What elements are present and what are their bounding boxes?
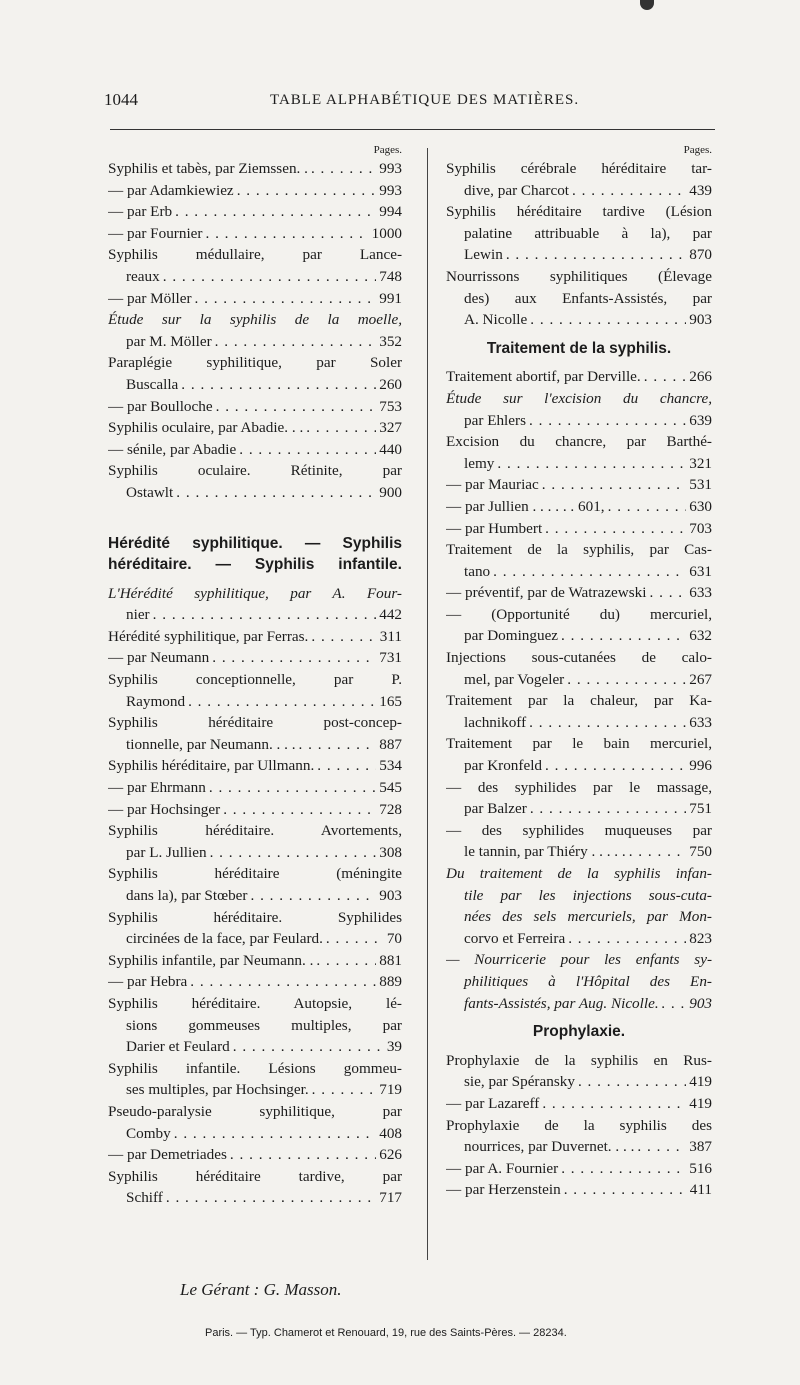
page-ref: 717 [379,1189,402,1207]
dot-leader [659,993,687,1015]
entry-text: tano [464,562,491,580]
dot-leader [641,366,687,388]
dot-leader [647,582,687,604]
entry-text: circinées de la face, par Feulard. [126,930,323,948]
page-ref: 881 [379,951,402,969]
dot-leader [526,712,686,734]
index-entry [446,841,712,863]
index-entry: Traitement par la chaleur, par Ka- [446,692,712,710]
index-entry: Excision du chancre, par Barthé- [446,433,712,451]
index-entry: Pseudo-paralysie syphilitique, par [108,1102,402,1120]
section-gap [446,1014,712,1021]
page-ref: 633 [689,713,712,731]
index-entry [446,1071,712,1093]
page-ref: 39 [386,1038,402,1056]
dot-leader [539,474,686,496]
entry-text: nourrices, par Duvernet. . . . [464,1138,635,1156]
index-entry [446,798,712,820]
page-ref: 748 [379,267,402,285]
entry-list-section-3 [446,366,712,1014]
page-ref: 439 [689,181,712,199]
entry-text: par Ehlers [464,411,526,429]
dot-leader [490,561,686,583]
entry-list-section-2 [108,583,402,1209]
entry-text: mel, par Vogeler [464,670,565,688]
dot-leader [192,288,377,310]
header-rule [110,129,715,130]
entry-text: par Dominguez [464,627,559,645]
page-ref: 900 [379,483,402,501]
section-title-traitement: Traitement de la syphilis. [486,339,672,357]
index-entry [446,755,712,777]
section-title-heredite: Hérédité syphilitique. — Syphilis [108,534,402,552]
index-entry [108,374,402,396]
index-entry: Syphilis héréditaire. Avortements, [108,822,402,840]
page-ref: 1000 [371,224,402,242]
entry-text: — par Erb [108,203,173,221]
running-title: TABLE ALPHABÉTIQUE DES MATIÈRES. [270,92,580,108]
dot-leader [303,417,376,439]
index-entry [446,244,712,266]
page-ref: 442 [379,606,402,624]
index-entry: tile par les injections sous-cuta- [464,886,712,904]
entry-text: par Kronfeld [464,757,543,775]
entry-text: — sénile, par Abadie [108,440,237,458]
index-entry: Syphilis héréditaire. Autopsie, lé- [108,994,402,1012]
index-entry: Syphilis héréditaire. Syphilides [108,908,402,926]
entry-text: Syphilis héréditaire, par Ullmann. [108,757,315,775]
page-ref: 703 [689,519,712,537]
index-entry: Étude sur l'excision du chancre, [446,389,712,407]
index-entry: Prophylaxie de la syphilis en Rus- [446,1051,712,1069]
page-ref: 321 [689,454,712,472]
page-ref: 633 [689,584,712,602]
page-ref: 996 [689,757,712,775]
entry-list-section-4 [446,1050,712,1201]
dot-leader [160,266,376,288]
index-entry [108,647,402,669]
page-ref: 731 [379,649,402,667]
entry-text: — par Hochsinger [108,800,221,818]
entry-text: Ostawlt [126,483,174,501]
dot-leader [236,439,376,461]
page-ref: 823 [689,929,712,947]
dot-leader [558,625,686,647]
page-ref: 419 [689,1094,712,1112]
page-ref: 387 [689,1138,712,1156]
section-title-prophylaxie: Prophylaxie. [532,1023,626,1041]
index-entry: sions gommeuses multiples, par [126,1016,402,1034]
column-divider [427,148,428,1260]
index-entry [108,1079,402,1101]
index-entry [446,410,712,432]
dot-leader [605,496,687,518]
page-edge-mark [640,0,654,10]
entry-text: Raymond [126,692,186,710]
entry-text: Darier et Feulard [126,1038,230,1056]
dot-leader [309,1079,377,1101]
index-entry: Syphilis héréditaire (méningite [108,865,402,883]
entry-text: — par Möller [108,289,192,307]
page-ref: 408 [379,1124,402,1142]
index-entry: Syphilis héréditaire post-concep- [108,714,402,732]
page-ref: 70 [386,930,402,948]
index-entry [108,223,402,245]
section-title-heredite-cont: héréditaire. — Syphilis infantile. [108,556,402,574]
index-entry [108,755,402,777]
dot-leader [202,223,368,245]
page-ref: 639 [689,411,712,429]
index-entry [108,799,402,821]
dot-leader [564,669,686,691]
entry-text: — par Adamkiewiez [108,181,234,199]
dot-leader [296,734,377,756]
dot-leader [575,1071,686,1093]
entry-text: — préventif, par de Watrazewski [446,584,647,602]
entry-text: — par Jullien . . . . . . 601, [446,497,605,515]
right-column [446,142,712,1201]
page-ref: 626 [379,1146,402,1164]
index-entry: Syphilis héréditaire tardive, par [108,1167,402,1185]
index-entry: Syphilis héréditaire tardive (Lésion [446,203,712,221]
dot-leader [173,482,376,504]
index-entry [108,396,402,418]
index-entry: — Nourricerie pour les enfants sy- [446,951,712,969]
index-entry: Syphilis infantile. Lésions gommeu- [108,1059,402,1077]
dot-leader [185,691,376,713]
entry-text: Lewin [464,246,503,264]
page-ref: 531 [689,476,712,494]
dot-leader [171,1123,376,1145]
index-entry: nées des sels mercuriels, par Mon- [464,908,712,926]
index-entry: Paraplégie syphilitique, par Soler [108,354,402,372]
index-entry: — des syphilides par le massage, [446,778,712,796]
index-entry [446,712,712,734]
entry-text: ses multiples, par Hochsinger. [126,1081,309,1099]
entry-text: A. Nicolle [464,311,528,329]
index-entry: Nourrissons syphilitiques (Élevage [446,267,712,285]
index-entry: — (Opportunité du) mercuriel, [446,605,712,623]
index-entry [108,1123,402,1145]
entry-text: — par Mauriac [446,476,539,494]
page-ref: 534 [379,757,402,775]
page-ref: 994 [379,203,402,221]
dot-leader [313,950,376,972]
page-ref: 311 [379,627,402,645]
index-entry [446,474,712,496]
entry-text: — par Neumann [108,649,210,667]
index-entry [108,971,402,993]
dot-leader [314,755,376,777]
index-entry [446,518,712,540]
index-entry: Syphilis médullaire, par Lance- [108,246,402,264]
dot-leader [542,755,686,777]
dot-leader [561,1179,687,1201]
entry-list-section-1 [108,158,402,504]
index-entry [446,1093,712,1115]
index-entry [108,158,402,180]
index-entry: Syphilis conceptionnelle, par P. [108,671,402,689]
index-entry [108,842,402,864]
page-ref: 753 [379,397,402,415]
dot-leader [230,1036,384,1058]
section-gap [446,331,712,338]
dot-leader [626,841,687,863]
index-entry [108,180,402,202]
index-entry [108,691,402,713]
index-entry [108,331,402,353]
entry-text: — par Demetriades [108,1146,227,1164]
entry-text: Comby [126,1124,171,1142]
dot-leader [209,647,376,669]
page-ref: 308 [379,843,402,861]
index-entry: Traitement par le bain mercuriel, [446,735,712,753]
index-entry [108,266,402,288]
pages-label: Pages. [373,144,402,156]
dot-leader [220,799,376,821]
dot-leader [213,396,377,418]
entry-text: Syphilis oculaire, par Abadie. . . [108,419,304,437]
page-ref: 545 [379,779,402,797]
dot-leader [187,971,376,993]
index-entry: philitiques à l'Hôpital des En- [464,972,712,990]
page-ref: 352 [379,332,402,350]
index-entry: palatine attribuable à la), par [464,224,712,242]
page-ref: 630 [689,497,712,515]
index-entry [446,1158,712,1180]
index-entry [108,417,402,439]
dot-leader [503,244,686,266]
index-entry [446,180,712,202]
entry-text: corvo et Ferreira [464,929,566,947]
index-entry: Injections sous-cutanées de calo- [446,649,712,667]
entry-text: Syphilis infantile, par Neumann. . [108,951,314,969]
index-entry [446,366,712,388]
entry-text: — par Boulloche [108,397,213,415]
entry-text: dive, par Charcot [464,181,570,199]
entry-text: tionnelle, par Neumann. . . . [126,735,296,753]
entry-text: Syphilis et tabès, par Ziemssen. . [108,160,308,177]
dot-leader [234,180,377,202]
index-entry [446,1179,712,1201]
page-ref: 411 [689,1181,712,1199]
index-entry [108,604,402,626]
index-entry [446,1136,712,1158]
entry-text: lachnikoff [464,713,527,731]
index-entry [446,561,712,583]
dot-leader [527,309,686,331]
index-entry: — des syphilides muqueuses par [446,821,712,839]
dot-leader [634,1136,686,1158]
section-gap [446,359,712,366]
index-entry: des) aux Enfants-Assistés, par [464,289,712,307]
entry-text: par L. Jullien [126,843,207,861]
index-entry [446,453,712,475]
dot-leader [323,928,384,950]
page-ref: 750 [689,843,712,861]
page-ref: 751 [689,800,712,818]
index-entry [108,1144,402,1166]
entry-text: reaux [126,267,160,285]
index-entry [108,626,402,648]
dot-leader [494,453,686,475]
index-entry [446,309,712,331]
page-ref: 728 [379,800,402,818]
entry-text: par Balzer [464,800,527,818]
index-entry [108,439,402,461]
entry-text: — par Lazareff [446,1094,540,1112]
index-entry [446,928,712,950]
index-entry [446,582,712,604]
page-ref: 903 [379,887,402,904]
index-entry: Prophylaxie de la syphilis des [446,1116,712,1134]
entry-text: lemy [464,454,495,472]
page-ref: 632 [689,627,712,645]
page-ref: 516 [689,1159,712,1177]
index-entry: Étude sur la syphilis de la moelle, [108,311,402,329]
entry-text: — par Fournier [108,224,203,242]
page-ref: 903 [689,311,712,329]
page-ref: 889 [379,973,402,991]
dot-leader [539,1093,686,1115]
left-column [108,142,402,1209]
entry-text: — par Hebra [108,973,188,991]
dot-leader [150,604,377,626]
entry-text: — par A. Fournier [446,1159,559,1177]
entry-text: nier [126,606,150,624]
gerant-signature-line: Le Gérant : G. Masson. [180,1280,342,1299]
index-entry [446,496,712,518]
page-ref: 267 [689,670,712,688]
index-entry [446,625,712,647]
index-entry [108,482,402,504]
entry-text: sie, par Spéransky [464,1073,575,1091]
entry-text: Hérédité syphilitique, par Ferras. [108,627,309,645]
entry-list-intro [446,158,712,331]
index-entry [108,928,402,950]
page-ref: 440 [379,440,402,458]
entry-text: — par Herzenstein [446,1181,561,1199]
index-entry: Du traitement de la syphilis infan- [446,865,712,882]
index-entry: Syphilis cérébrale héréditaire tar- [446,160,712,177]
dot-leader [178,374,376,396]
dot-leader [212,331,377,353]
dot-leader [172,201,376,223]
index-entry [108,777,402,799]
entry-text: par M. Möller [126,332,212,350]
dot-leader [308,626,376,648]
index-entry [108,201,402,223]
page-ref: 266 [689,368,712,386]
entry-text: le tannin, par Thiéry . . . . . [464,843,626,861]
index-entry [108,885,402,907]
dot-leader [569,180,686,202]
dot-leader [308,158,376,180]
index-entry [446,993,712,1015]
entry-text: Schiff [126,1189,163,1207]
page-ref: 260 [379,375,402,393]
page-ref: 991 [379,289,402,307]
dot-leader [527,798,686,820]
section-gap [108,576,402,583]
index-entry [108,288,402,310]
page-ref: 631 [689,562,712,580]
entry-text: Buscalla [126,375,179,393]
section-gap [446,1043,712,1050]
index-entry [446,669,712,691]
dot-leader [526,410,686,432]
index-entry: L'Hérédité syphilitique, par A. Four- [108,584,402,602]
entry-text: — par Humbert [446,519,543,537]
page-ref: 887 [379,735,402,753]
page-ref: 419 [689,1073,712,1091]
dot-leader [163,1187,376,1209]
index-entry: Traitement de la syphilis, par Cas- [446,541,712,559]
index-entry [108,1036,402,1058]
dot-leader [227,1144,376,1166]
pages-label: Pages. [683,144,712,156]
entry-text: Traitement abortif, par Derville. [446,368,641,386]
page-ref: 993 [379,160,402,177]
section-gap [108,504,402,533]
printer-imprint: Paris. — Typ. Chamerot et Renouard, 19, rue des Saints-Pères. — 28234. [205,1327,567,1339]
page-ref: 993 [379,181,402,199]
index-entry [108,734,402,756]
dot-leader [206,777,376,799]
page-ref: 719 [379,1081,402,1099]
entry-text: dans la), par Stœber [126,887,248,904]
page-ref: 870 [689,246,712,264]
dot-leader [542,518,686,540]
page-ref: 327 [379,419,402,437]
dot-leader [247,885,376,907]
index-entry [108,950,402,972]
index-entry: Syphilis oculaire. Rétinite, par [108,462,402,480]
dot-leader [207,842,377,864]
page-ref: 165 [379,692,402,710]
page-number: 1044 [104,90,138,109]
entry-text: fants-Assistés, par Aug. Nicolle. [464,994,659,1012]
page-ref: 903 [689,994,712,1012]
index-entry [108,1187,402,1209]
entry-text: — par Ehrmann [108,779,206,797]
dot-leader [558,1158,686,1180]
dot-leader [565,928,686,950]
